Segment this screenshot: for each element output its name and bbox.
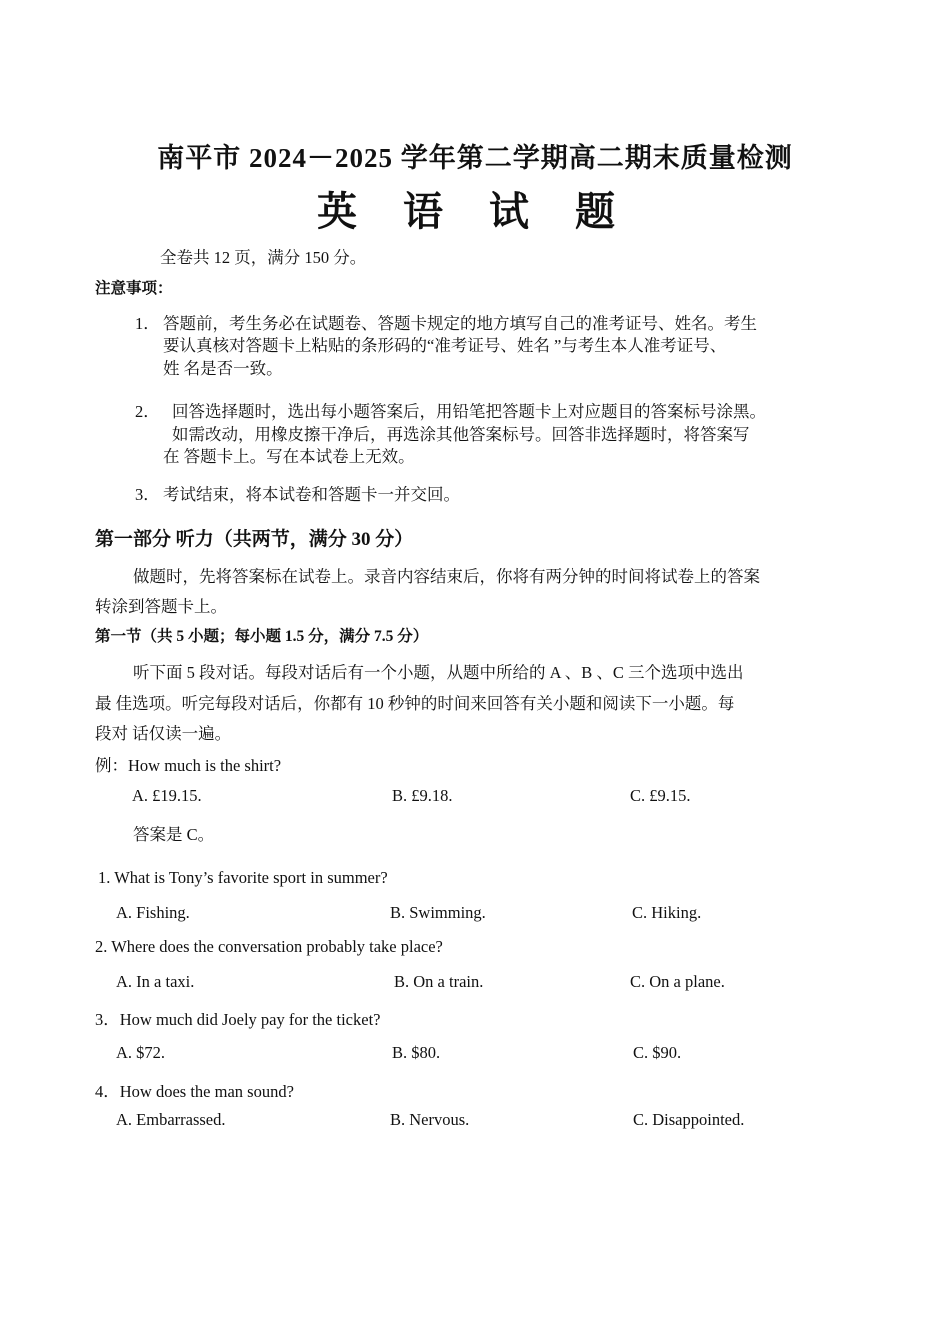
notice-line: 如需改动，用橡皮擦干净后，再选涂其他答案标号。回答非选择题时，将答案写 <box>172 425 750 444</box>
example-option-b: B. £9.18. <box>392 786 453 805</box>
example-option-a: A. £19.15. <box>132 786 202 805</box>
notice-number: 1． <box>135 314 160 333</box>
notice-number: 3． <box>135 485 160 504</box>
option-c: C. On a plane. <box>630 972 725 991</box>
notice-line: 在 答题卡上。写在本试卷上无效。 <box>163 447 415 466</box>
question-text: 3．How much did Joely pay for the ticket? <box>95 1010 381 1029</box>
notice-heading: 注意事项： <box>95 280 173 297</box>
option-b: B. $80. <box>392 1043 441 1062</box>
option-b: B. Swimming. <box>390 903 486 922</box>
notice-line: 考试结束，将本试卷和答题卡一并交回。 <box>163 485 460 504</box>
section1-instruction: 听下面 5 段对话。每段对话后有一个小题，从题中所给的 A 、B 、C 三个选项中选出 <box>133 663 744 682</box>
option-c: C. Disappointed. <box>633 1110 745 1129</box>
part1-instruction: 做题时，先将答案标在试卷上。录音内容结束后，你将有两分钟的时间将试卷上的答案 <box>133 567 760 586</box>
option-c: C. $90. <box>633 1043 682 1062</box>
notice-line: 要认真核对答题卡上粘贴的条形码的“准考证号、姓名 ”与考生本人准考证号、 <box>163 336 727 355</box>
option-a: A. $72. <box>116 1043 166 1062</box>
part1-instruction: 转涂到答题卡上。 <box>95 597 227 616</box>
subject-title: 英 语 试 题 <box>317 189 633 234</box>
question-text: 4．How does the man sound? <box>95 1082 294 1101</box>
section1-instruction: 最 佳选项。听完每段对话后，你都有 10 秒钟的时间来回答有关小题和阅读下一小题。每 <box>95 694 735 713</box>
question-text: 2. Where does the conversation probably take place? <box>95 937 443 956</box>
notice-line: 答题前，考生务必在试题卷、答题卡规定的地方填写自己的准考证号、姓名。考生 <box>163 314 757 333</box>
option-c: C. Hiking. <box>632 903 702 922</box>
option-a: A. In a taxi. <box>116 972 195 991</box>
section1-heading: 第一节（共 5 小题；每小题 1.5 分，满分 7.5 分） <box>95 628 429 645</box>
notice-line: 回答选择题时，选出每小题答案后，用铅笔把答题卡上对应题目的答案标号涂黑。 <box>172 402 766 421</box>
example-question: 例：How much is the shirt? <box>95 756 282 775</box>
question-text: 1. What is Tony’s favorite sport in summer? <box>98 868 388 887</box>
option-a: A. Embarrassed. <box>116 1110 226 1129</box>
exam-intro: 全卷共 12 页，满分 150 分。 <box>160 248 367 267</box>
example-answer: 答案是 C。 <box>133 825 215 844</box>
option-b: B. On a train. <box>394 972 484 991</box>
example-option-c: C. £9.15. <box>630 786 691 805</box>
section1-instruction: 段对 话仅读一遍。 <box>95 724 232 743</box>
option-a: A. Fishing. <box>116 903 190 922</box>
part1-heading: 第一部分 听力（共两节，满分 30 分） <box>95 529 414 550</box>
option-b: B. Nervous. <box>390 1110 470 1129</box>
notice-line: 姓 名是否一致。 <box>163 359 283 378</box>
notice-number: 2． <box>135 402 160 421</box>
exam-region-title: 南平市 2024－2025 学年第二学期高二期末质量检测 <box>157 143 793 173</box>
